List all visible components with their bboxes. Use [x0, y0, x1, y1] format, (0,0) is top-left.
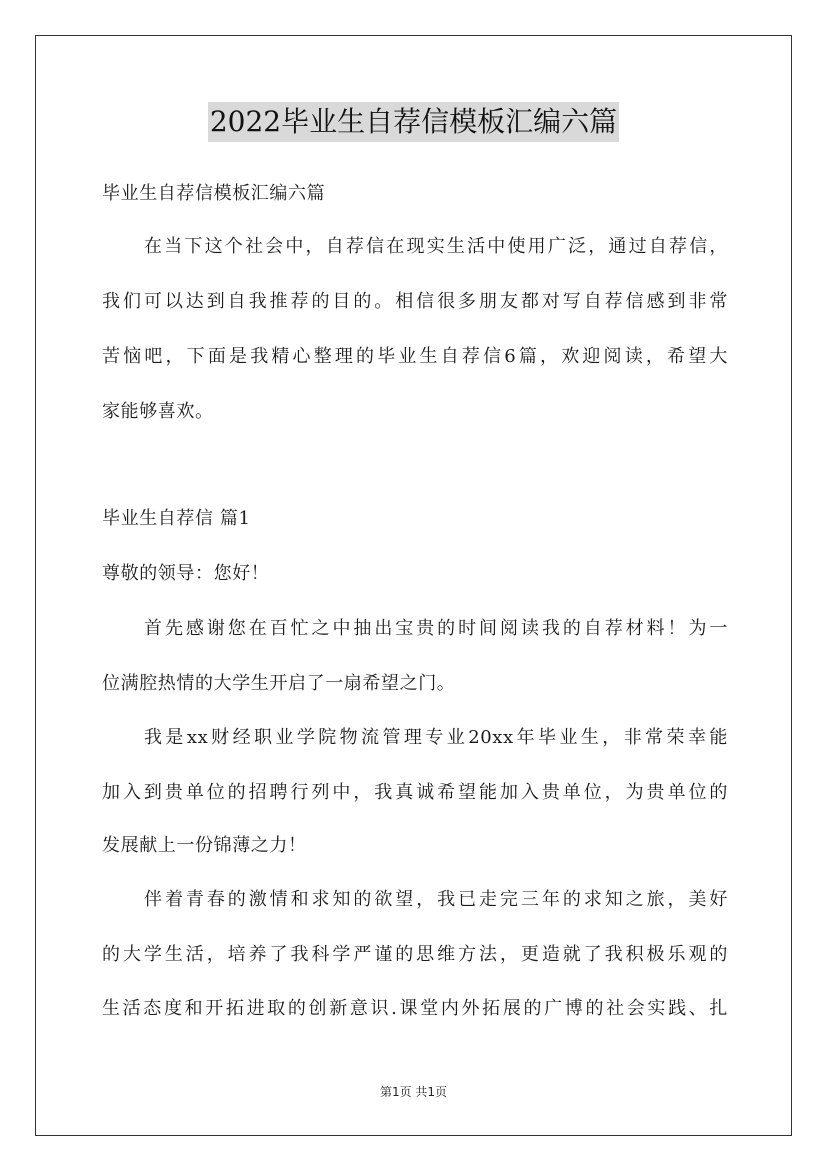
body-line-3: 我是xx财经职业学院物流管理专业20xx年毕业生，非常荣幸能: [144, 727, 728, 748]
intro-line-3: 苦恼吧，下面是我精心整理的毕业生自荐信6篇，欢迎阅读，希望大: [102, 346, 728, 367]
intro-line-2: 我们可以达到自我推荐的目的。相信很多朋友都对写自荐信感到非常: [102, 291, 728, 312]
body-line-1: 首先感谢您在百忙之中抽出宝贵的时间阅读我的自荐材料！为一: [144, 618, 728, 639]
body-line-6: 伴着青春的激情和求知的欲望，我已走完三年的求知之旅，美好: [144, 889, 728, 910]
subtitle: 毕业生自荐信模板汇编六篇: [102, 183, 326, 204]
page-footer: 第1页 共1页: [379, 1085, 448, 1099]
body-line-4: 加入到贵单位的招聘行列中，我真诚希望能加入贵单位，为贵单位的: [102, 782, 728, 803]
intro-line-4: 家能够喜欢。: [102, 401, 214, 422]
salutation: 尊敬的领导：您好！: [102, 563, 270, 584]
document-title: 2022毕业生自荐信模板汇编六篇: [208, 102, 619, 142]
title-container: [0, 102, 827, 142]
body-line-7: 的大学生活，培养了我科学严谨的思维方法，更造就了我积极乐观的: [102, 944, 728, 965]
body-line-8: 生活态度和开拓进取的创新意识.课堂内外拓展的广博的社会实践、扎: [102, 998, 728, 1019]
body-line-5: 发展献上一份锦薄之力！: [102, 835, 307, 856]
body-line-2: 位满腔热情的大学生开启了一扇希望之门。: [102, 673, 456, 694]
intro-line-1: 在当下这个社会中，自荐信在现实生活中使用广泛，通过自荐信，: [144, 236, 728, 257]
section-heading: 毕业生自荐信 篇1: [102, 508, 251, 529]
